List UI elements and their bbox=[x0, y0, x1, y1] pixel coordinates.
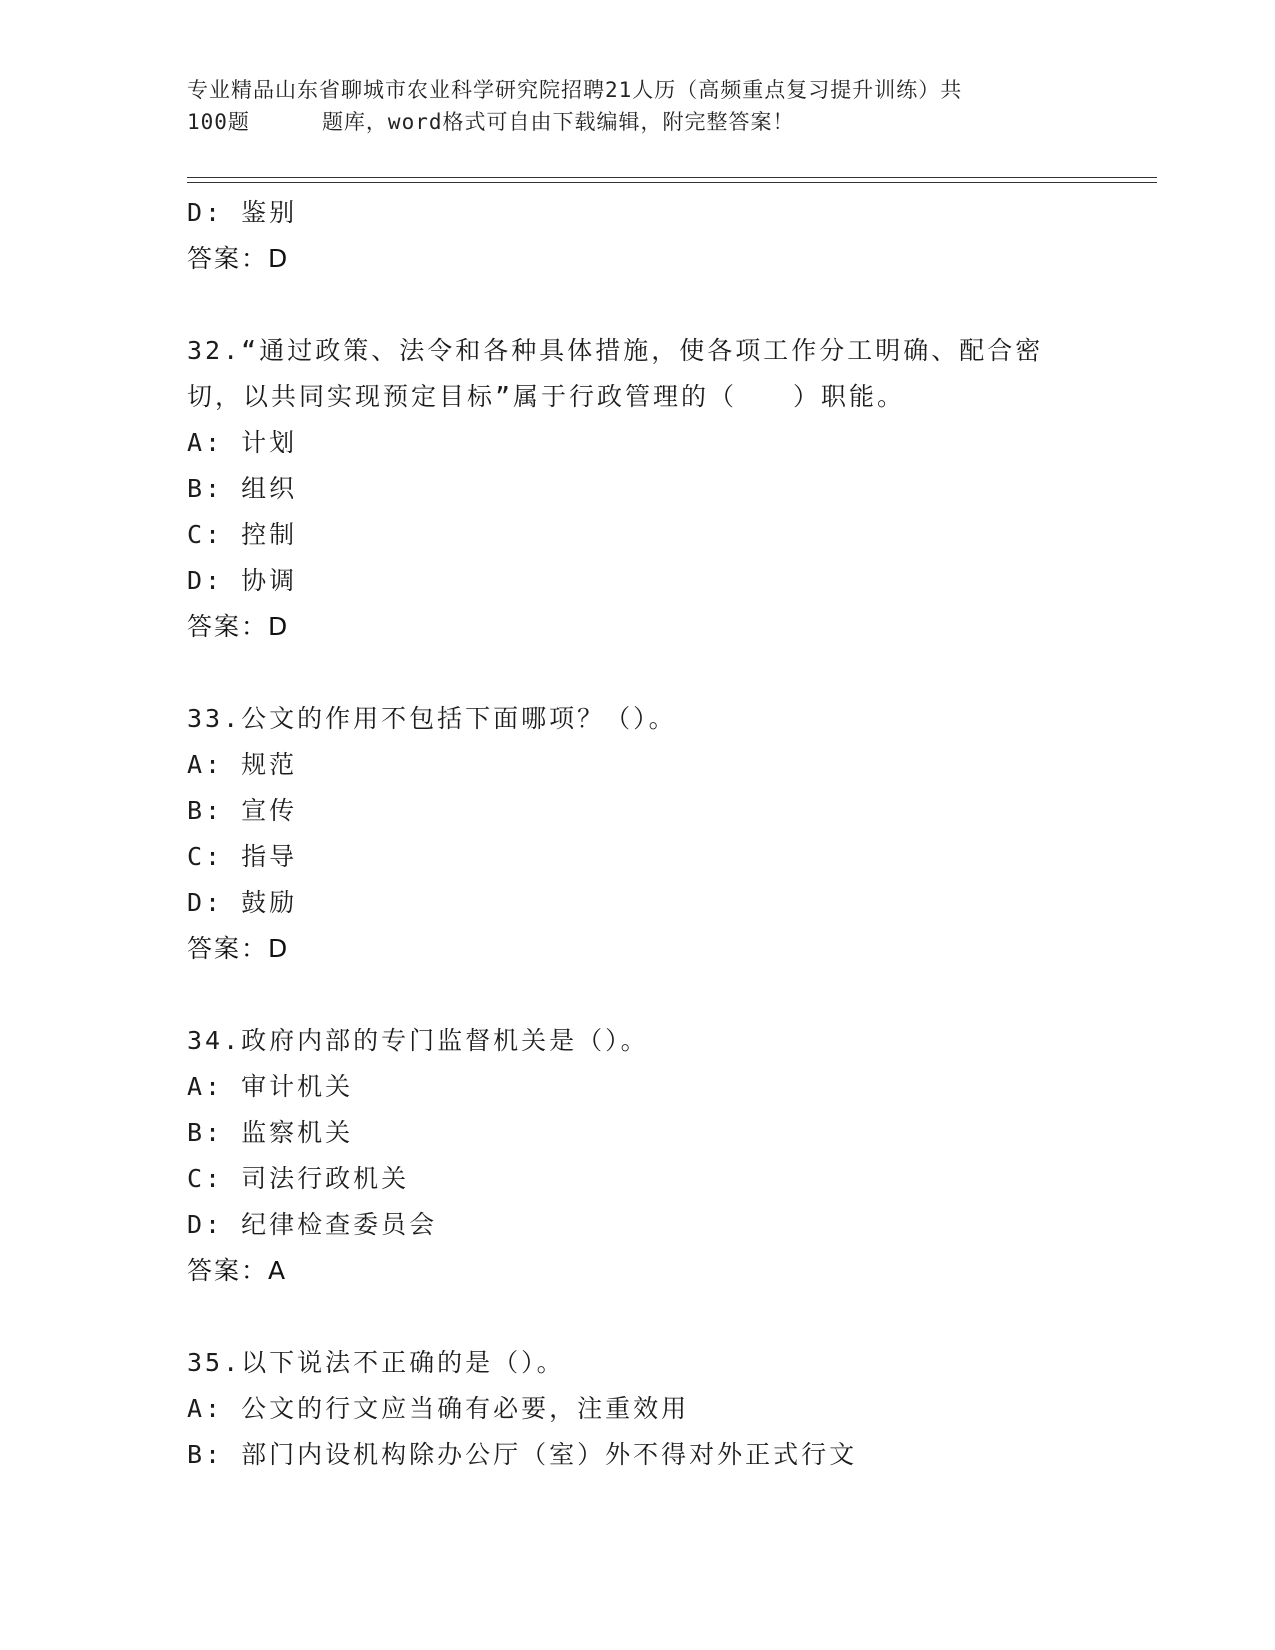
answer-line: 答案：A bbox=[187, 1256, 288, 1285]
option-d: D: 鉴别 bbox=[187, 198, 298, 227]
option-c: C: 司法行政机关 bbox=[187, 1164, 410, 1193]
option-b: B: 宣传 bbox=[187, 796, 298, 825]
question-stem: 33.公文的作用不包括下面哪项？（）。 bbox=[187, 704, 677, 733]
question-34 bbox=[187, 1018, 1147, 1294]
option-b: B: 组织 bbox=[187, 474, 298, 503]
option-b: B: 监察机关 bbox=[187, 1118, 354, 1147]
option-d: D: 协调 bbox=[187, 566, 298, 595]
option-c: C: 指导 bbox=[187, 842, 298, 871]
document-header bbox=[187, 74, 1087, 138]
header-description: 题库，word格式可自由下载编辑，附完整答案！ bbox=[321, 110, 795, 134]
answer-line: 答案：D bbox=[187, 934, 290, 963]
option-a: A: 规范 bbox=[187, 750, 298, 779]
question-stem-continued: 切，以共同实现预定目标”属于行政管理的（ ）职能。 bbox=[187, 382, 906, 411]
header-divider-top bbox=[187, 177, 1157, 178]
question-35 bbox=[187, 1340, 1147, 1478]
option-d: D: 鼓励 bbox=[187, 888, 298, 917]
question-33 bbox=[187, 696, 1147, 972]
question-stem: 32.“通过政策、法令和各种具体措施，使各项工作分工明确、配合密 bbox=[187, 336, 1044, 365]
answer-line: 答案：D bbox=[187, 612, 290, 641]
question-32 bbox=[187, 328, 1147, 650]
option-c: C: 控制 bbox=[187, 520, 298, 549]
header-question-count: 100题 bbox=[187, 110, 250, 134]
header-title-line1: 专业精品山东省聊城市农业科学研究院招聘21人历（高频重点复习提升训练）共 bbox=[187, 78, 963, 102]
header-title-line2 bbox=[187, 106, 1087, 138]
question-stem: 35.以下说法不正确的是（）。 bbox=[187, 1348, 565, 1377]
previous-question-tail bbox=[187, 190, 1147, 282]
option-a: A: 审计机关 bbox=[187, 1072, 354, 1101]
answer-line: 答案：D bbox=[187, 244, 290, 273]
option-d: D: 纪律检查委员会 bbox=[187, 1210, 438, 1239]
header-divider-bottom bbox=[187, 182, 1157, 183]
question-stem: 34.政府内部的专门监督机关是（）。 bbox=[187, 1026, 649, 1055]
option-a: A: 公文的行文应当确有必要，注重效用 bbox=[187, 1394, 690, 1423]
option-b: B: 部门内设机构除办公厅（室）外不得对外正式行文 bbox=[187, 1440, 858, 1469]
question-list bbox=[187, 190, 1147, 1478]
option-a: A: 计划 bbox=[187, 428, 298, 457]
